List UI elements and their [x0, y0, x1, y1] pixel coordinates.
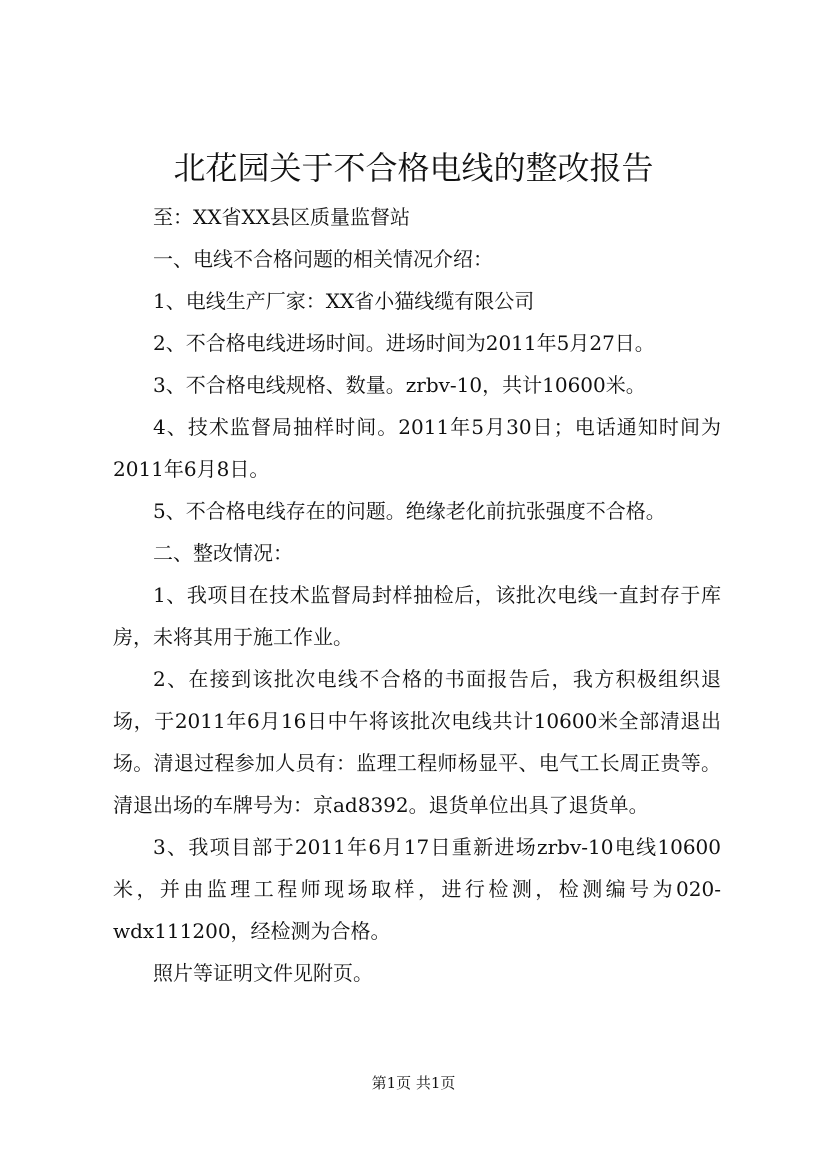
paragraph-item-2: 2、不合格电线进场时间。进场时间为2011年5月27日。 — [153, 331, 655, 355]
paragraph-item-3: 3、不合格电线规格、数量。zrbv-10，共计10600米。 — [153, 373, 646, 397]
paragraph-rectify-1: 1、我项目在技术监督局封样抽检后，该批次电线一直封存于库房，未将其用于施工作业。 — [113, 583, 721, 649]
paragraph-rectify-3: 3、我项目部于2011年6月17日重新进场zrbv-10电线10600米，并由监理工程师现场取样，进行检测，检测编号为020-wdx111200，经检测为合格。 — [113, 835, 721, 943]
paragraph-rectify-2: 2、在接到该批次电线不合格的书面报告后，我方积极组织退场，于2011年6月16日中午将该批次电线共计10600米全部清退出场。清退过程参加人员有：监理工程师杨显平、电气工长周正贵等。清退出场的车牌号为：京ad8392。退货单位出具了退货单。 — [113, 667, 721, 817]
paragraph-item-1: 1、电线生产厂家：XX省小猫线缆有限公司 — [153, 289, 535, 313]
paragraph-item-5: 5、不合格电线存在的问题。绝缘老化前抗张强度不合格。 — [153, 499, 666, 523]
page-footer: 第1页 共1页 — [371, 1074, 456, 1092]
document-title: 北花园关于不合格电线的整改报告 — [173, 149, 654, 187]
paragraph-attachment-note: 照片等证明文件见附页。 — [153, 961, 373, 985]
paragraph-section-1-heading: 一、电线不合格问题的相关情况介绍： — [153, 247, 493, 271]
paragraph-section-2-heading: 二、整改情况： — [153, 541, 293, 565]
paragraph-item-4: 4、技术监督局抽样时间。2011年5月30日；电话通知时间为2011年6月8日。 — [113, 415, 721, 481]
document-body — [113, 196, 721, 994]
paragraph-addressee: 至：XX省XX县区质量监督站 — [153, 205, 410, 229]
